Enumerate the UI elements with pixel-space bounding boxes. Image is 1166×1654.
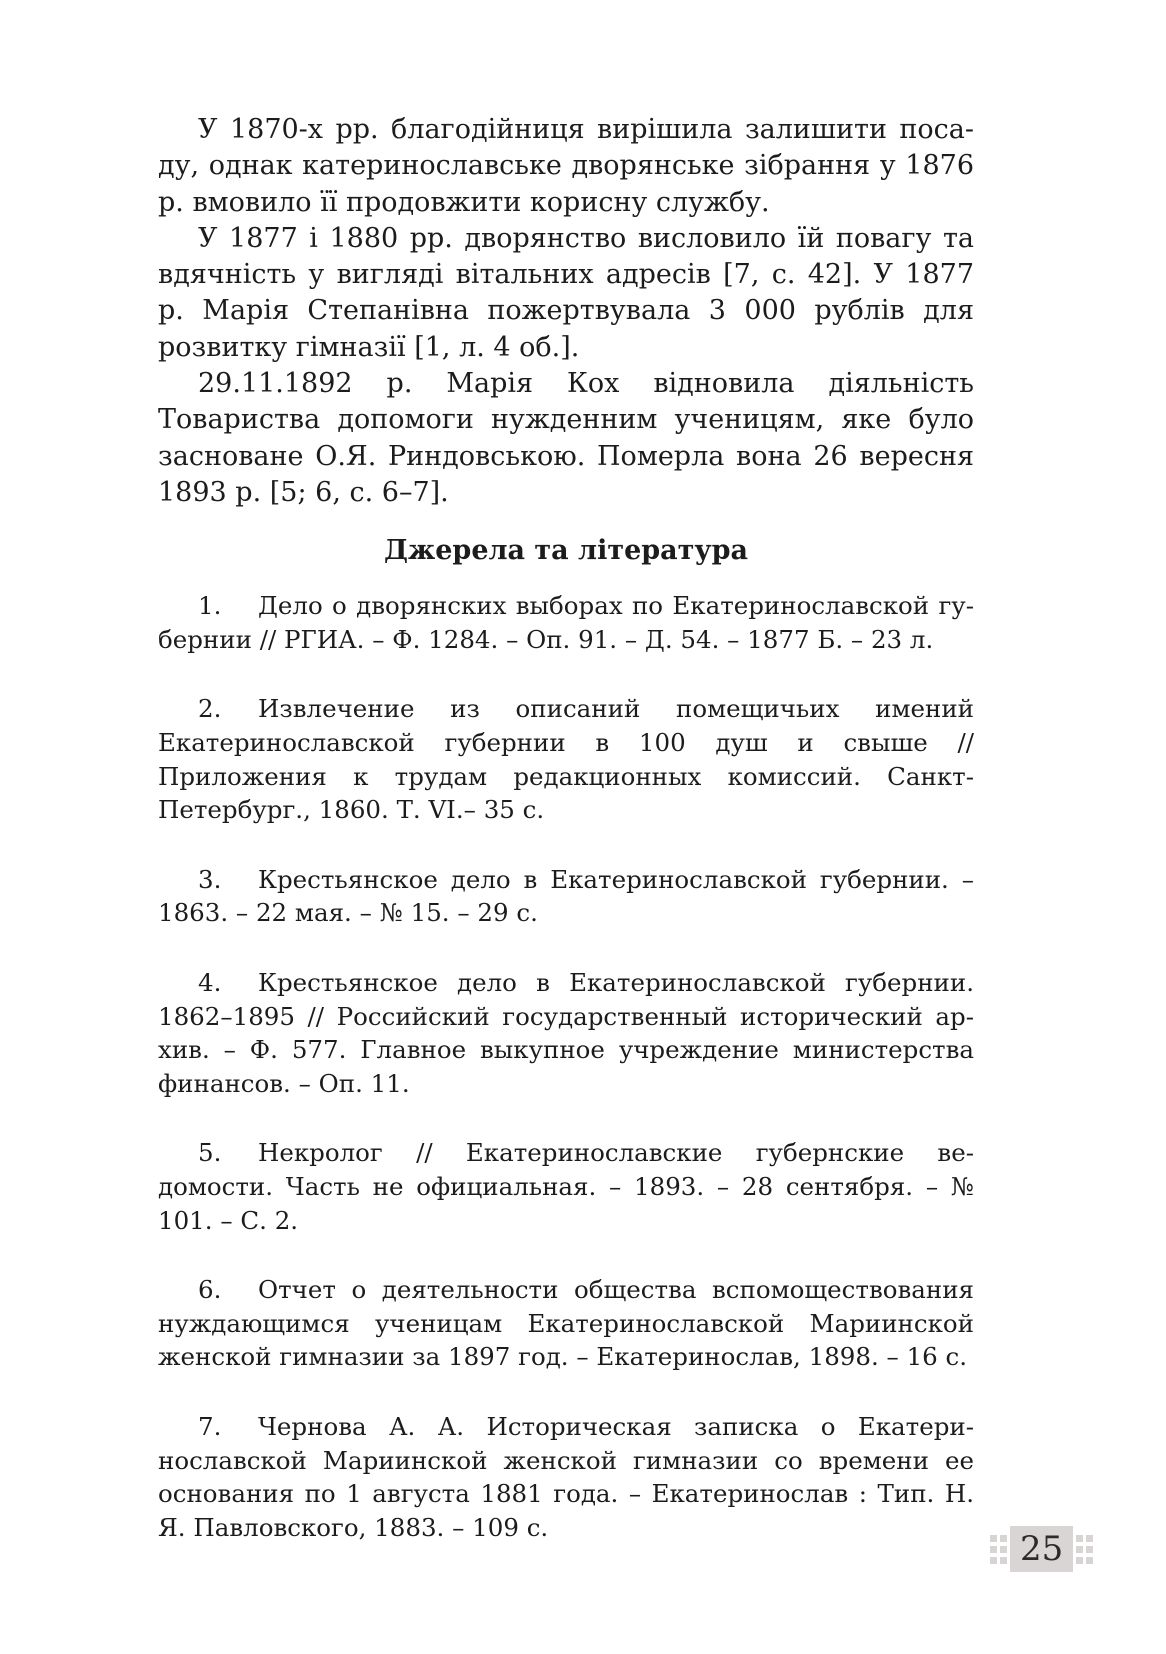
- reference-number: 1.: [198, 591, 222, 621]
- reference-number: 4.: [198, 968, 222, 998]
- reference-item: [158, 1136, 974, 1237]
- reference-item: [158, 692, 974, 826]
- reference-list: [158, 589, 974, 1544]
- reference-item: [158, 589, 974, 656]
- reference-item: [158, 1273, 974, 1374]
- reference-item: [158, 1410, 974, 1544]
- reference-number: 6.: [198, 1275, 222, 1305]
- reference-text: Некролог // Екатеринославские губернские ведомости. Часть не официальная. – 1893. – 28 сентября. – № 101. – С. 2.: [158, 1138, 974, 1235]
- reference-text: Крестьянское дело в Екатеринославской губернии. 1862–1895 // Российский государственный исторический архив. – Ф. 577. Главное выкупное учреждение министерства финансов. – Оп. 11.: [158, 968, 974, 1098]
- reference-text: Извлечение из описаний помещичьих имений Екатеринославской губернии в 100 душ и свыше // Приложения к трудам редакционных комиссий. Санкт-Петербург., 1860. Т. VI.– 35 с.: [158, 694, 974, 825]
- reference-number: 3.: [198, 864, 222, 894]
- reference-number: 2.: [198, 694, 222, 724]
- reference-text: Дело о дворянских выборах по Екатеринославской губернии // РГИА. – Ф. 1284. – Оп. 91. – Д. 54. – 1877 Б. – 23 л.: [158, 591, 974, 654]
- ornament-right-icon: [1076, 1535, 1093, 1564]
- ornament-left-icon: [990, 1535, 1007, 1564]
- body-paragraph-1: У 1870-х рр. благодійниця вирішила залишити посаду, однак катеринославське дворянське зібрання у 1876 р. вмовило її продовжити корисну службу.: [158, 114, 974, 218]
- page-number-block: [990, 1526, 1093, 1572]
- reference-text: Крестьянское дело в Екатеринославской губернии. – 1863. – 22 мая. – № 15. – 29 с.: [158, 864, 974, 928]
- body-paragraph-3: 29.11.1892 р. Марія Кох відновила діяльність Товариства допомоги нужденним ученицям, яке було засноване О.Я. Риндовською. Померла вона 26 вересня 1893 р. [5; 6, с. 6–7].: [158, 368, 974, 508]
- page-content: [158, 112, 974, 1580]
- reference-number: 7.: [198, 1411, 222, 1441]
- reference-text: Чернова А. А. Историческая записка о Екатеринославской Мариинской женской гимназии со времени ее основания по 1 августа 1881 года. – Екатеринослав : Тип. Н. Я. Павловского, 1883. – 109 с.: [158, 1411, 974, 1542]
- body-paragraph-2: У 1877 і 1880 рр. дворянство висловило їй повагу та вдячність у вигляді вітальних адресів [7, с. 42]. У 1877 р. Марія Степанівна пожертвувала 3 000 рублів для розвитку гімназії [1, л. 4 об.].: [158, 222, 974, 363]
- reference-text: Отчет о деятельности общества вспомоществования нуждающимся ученицам Екатеринославской Мариинской женской гимназии за 1897 год. – Екатеринослав, 1898. – 16 с.: [158, 1275, 974, 1372]
- reference-item: [158, 966, 974, 1100]
- reference-item: [158, 863, 974, 930]
- page-number: 25: [1010, 1526, 1073, 1572]
- reference-number: 5.: [198, 1138, 222, 1168]
- section-title: Джерела та література: [383, 535, 749, 567]
